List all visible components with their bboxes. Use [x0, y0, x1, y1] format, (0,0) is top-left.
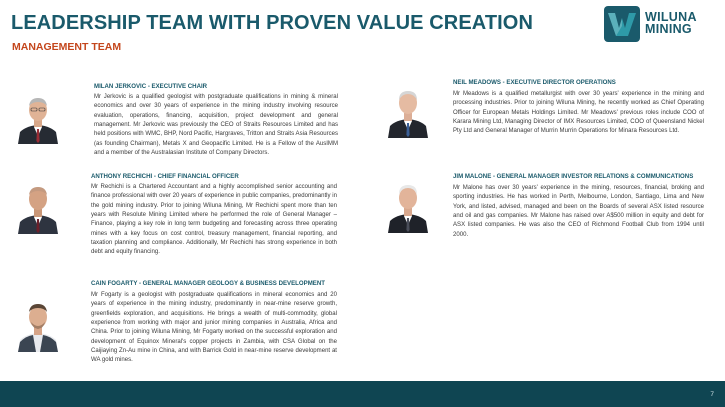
person-bio: Mr Meadows is a qualified metallurgist with over 30 years' experience in the mining and processing industries. Prior to joining Wiluna Mining, he recently worked as Chief Operating Officer for European Metals Holdings Limited. Mr Meadows' previous roles include COO of Karara Mining Ltd, Managing Director of IMX Resources Limited, COO of Queensland Nickel Pty Ltd and General Manager of Murrin Murrin Operations for Minara Resources Ltd. [453, 91, 704, 135]
company-logo [604, 6, 716, 42]
page-number: 7 [710, 391, 714, 398]
portrait-neil-meadows [386, 82, 430, 138]
person-name: CAIN FOGARTY - GENERAL MANAGER GEOLOGY & BUSINESS DEVELOPMENT [91, 280, 325, 287]
person-name: NEIL MEADOWS - EXECUTIVE DIRECTOR OPERATIONS [453, 79, 616, 86]
person-name: MILAN JERKOVIC - EXECUTIVE CHAIR [94, 83, 208, 90]
portrait-cain-fogarty [16, 296, 60, 352]
logo-w-mark-icon [604, 6, 640, 42]
person-name: ANTHONY RECHICHI - CHIEF FINANCIAL OFFICER [91, 173, 239, 180]
logo-wordmark [645, 11, 697, 35]
person-bio: Mr Malone has over 30 years' experience in the mining, resources, financial, broking and sporting industries. He has worked in Perth, Melbourne, London, Santiago, Lima and New York, and listed, advised, managed and been on the Boards of several ASX listed resource and oil and gas companies. Mr Malone has raised over A$500 million in equity and debt for ASX listed companies. He was also the CEO of Richmond Football Club from 1994 until 2000. [453, 185, 704, 238]
person-bio: Mr Fogarty is a geologist with postgraduate qualifications in mineral economics and 20 years of experience in the mining industry, predominantly in near-mine reserve growth, greenfields exploration, and acquisitions. He brings a wealth of multi-commodity, global experience from working with major and junior mining companies in Australia, Africa and China. Prior to joining Wiluna Mining, Mr Fogarty worked on the successful exploration and development of Equinox Mineral's copper projects in Zambia, with CSA Global on the Caijiaying Zn-Au mine in China, and with Barrick Gold in near-mine reserve development at WA gold mines. [91, 292, 337, 364]
portrait-milan-jerkovic [16, 88, 60, 144]
section-subtitle: MANAGEMENT TEAM [12, 41, 122, 53]
footer-bar [0, 381, 725, 407]
person-name: JIM MALONE - GENERAL MANAGER INVESTOR RELATIONS & COMMUNICATIONS [453, 173, 694, 180]
portrait-jim-malone [386, 177, 430, 233]
person-bio: Mr Jerkovic is a qualified geologist with postgraduate qualifications in mining & mineral economics and over 30 years of experience in the mining industry involving resource evaluation, operations, financing, acquisition, project development and general management. Mr Jerkovic was previously the CEO of Straits Resources Limited and has held positions with WMC, BHP, Nord Pacific, Hargraves, Tritton and Straits Asia Resources (as founding Chairman), Metals X and Geopacific Limited. He is a Fellow of the AusIMM and a member of the Australasian Institute of Company Directors. [94, 94, 338, 157]
logo-line-1: WILUNA [645, 10, 697, 24]
portrait-anthony-rechichi [16, 178, 60, 234]
logo-line-2: MINING [645, 22, 692, 36]
page-title: LEADERSHIP TEAM WITH PROVEN VALUE CREATION [11, 12, 534, 34]
person-bio: Mr Rechichi is a Chartered Accountant and a highly accomplished senior accounting and finance professional with over 20 years of experience in public companies, predominantly in the gold mining industry. Prior to joining Wiluna Mining, Mr Rechichi spent more than ten years with Resolute Mining Limited where he performed the role of General Manager – Finance, playing a key role in long term budgeting and forecasting across three operating mines with a key focus on cost control, treasury management, financial reporting, and taxation planning and compliance. Additionally, Mr Rechichi has strong experience in both debt and equity financing. [91, 184, 337, 256]
